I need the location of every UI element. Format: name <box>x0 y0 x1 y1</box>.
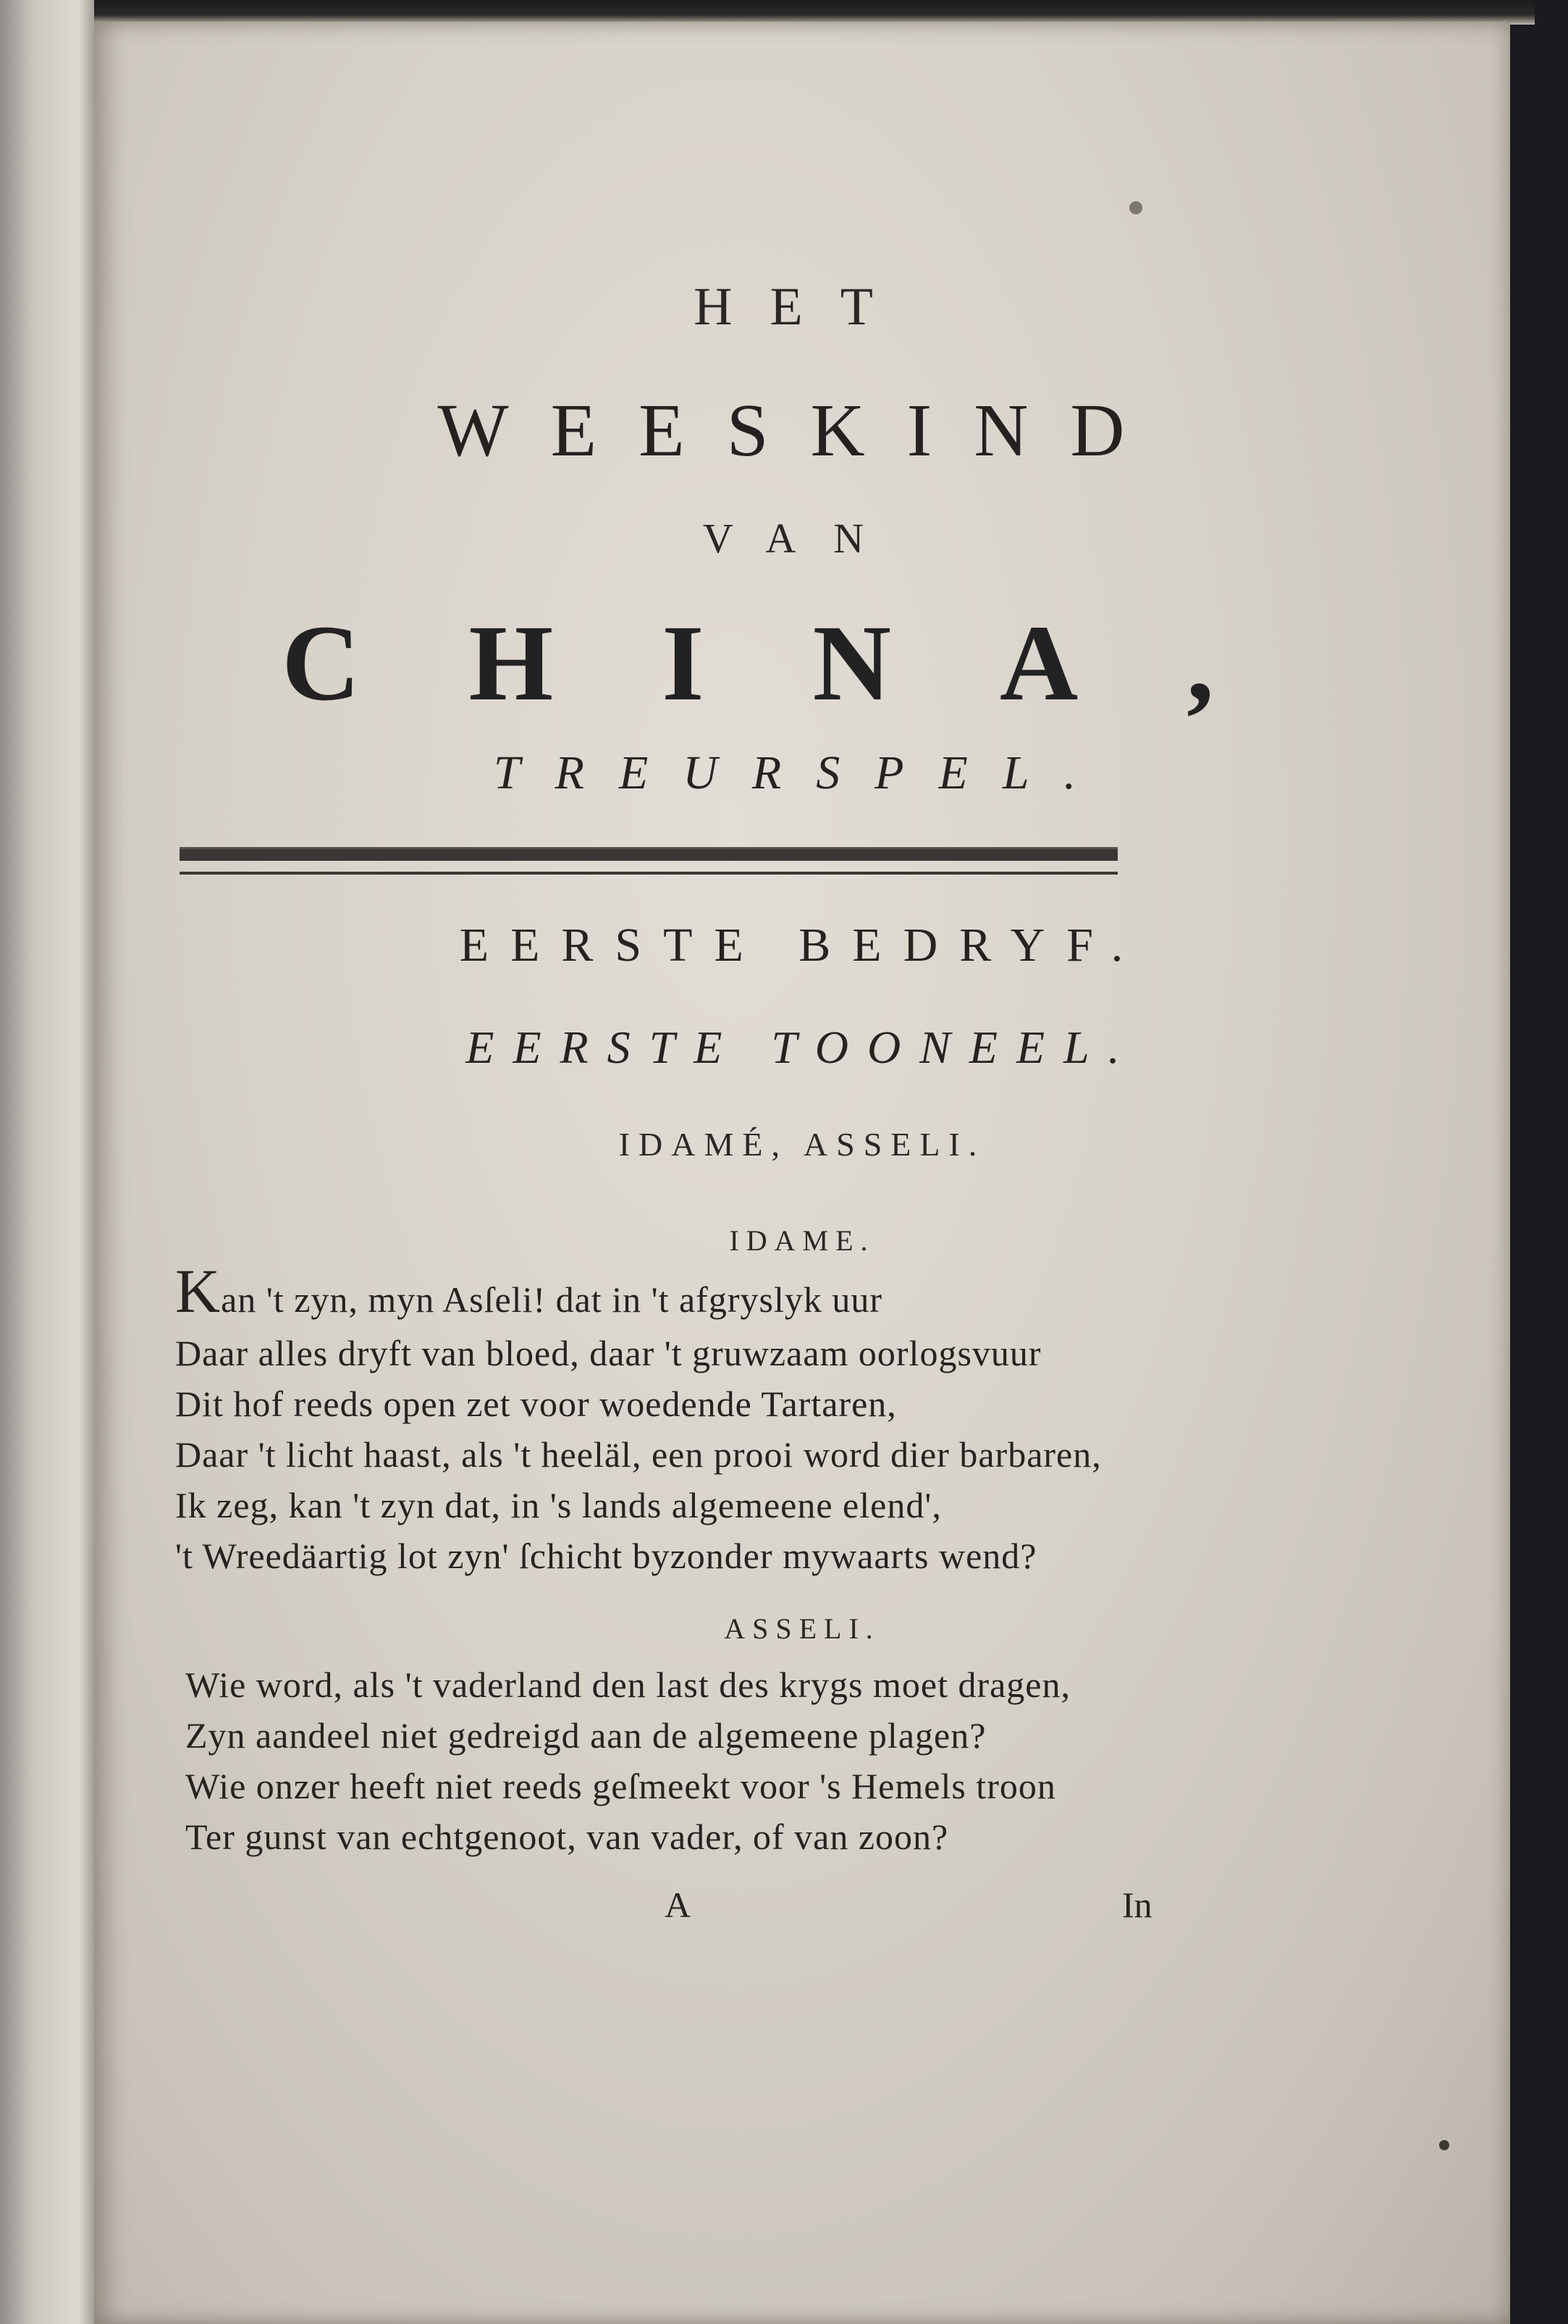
scene-heading: EERSTE TOONEEL. <box>465 1022 1139 1073</box>
verse-line: Wie onzer heeft niet reeds geſmeekt voor 's Hemels troon <box>185 1766 1056 1806</box>
verse-line: Ik zeg, kan 't zyn dat, in 's lands algemeene elend', <box>175 1485 942 1525</box>
character-list: IDAMÉ, ASSELI. <box>618 1126 986 1163</box>
verse-line: Daar alles dryft van bloed, daar 't gruwzaam oorlogsvuur <box>175 1333 1042 1373</box>
verse-line: Ter gunst van echtgenoot, van vader, of van zoon? <box>185 1816 949 1857</box>
speaker-idame: IDAME. <box>729 1224 875 1257</box>
drop-cap: K <box>175 1256 222 1326</box>
title-genre: TREURSPEL. <box>493 746 1111 799</box>
paper-spot <box>1439 2140 1449 2150</box>
title-china: CHINA, <box>282 603 1323 723</box>
verse-line: Daar 't licht haast, als 't heeläl, een prooi word dier barbaren, <box>175 1434 1102 1475</box>
catchword: In <box>1122 1885 1152 1925</box>
paper-spot <box>1129 201 1142 214</box>
page-top-edge <box>94 0 1535 25</box>
book-page <box>94 22 1510 2324</box>
verse-line: Dit hof reeds open zet voor woedende Tartaren, <box>175 1384 897 1424</box>
verse-line: Wie word, als 't vaderland den last des krygs moet dragen, <box>185 1664 1071 1705</box>
speaker-asseli: ASSELI. <box>724 1612 880 1645</box>
signature-mark: A <box>665 1885 691 1925</box>
verse-line: 't Wreedäartig lot zyn' ſchicht byzonder mywaarts wend? <box>175 1536 1037 1576</box>
verse-line: Zyn aandeel niet gedreigd aan de algemeene plagen? <box>185 1715 987 1756</box>
title-het: HET <box>694 277 911 337</box>
title-rule-thick <box>180 847 1118 861</box>
title-rule-thin <box>180 872 1118 875</box>
title-weeskind: WEESKIND <box>437 389 1167 472</box>
title-van: VAN <box>702 515 902 562</box>
verse-line <box>175 1256 1261 1326</box>
verse-line-text: an 't zyn, myn Asſeli! dat in 't afgryslyk uur <box>221 1279 882 1320</box>
act-heading: EERSTE BEDRYF. <box>459 919 1145 972</box>
